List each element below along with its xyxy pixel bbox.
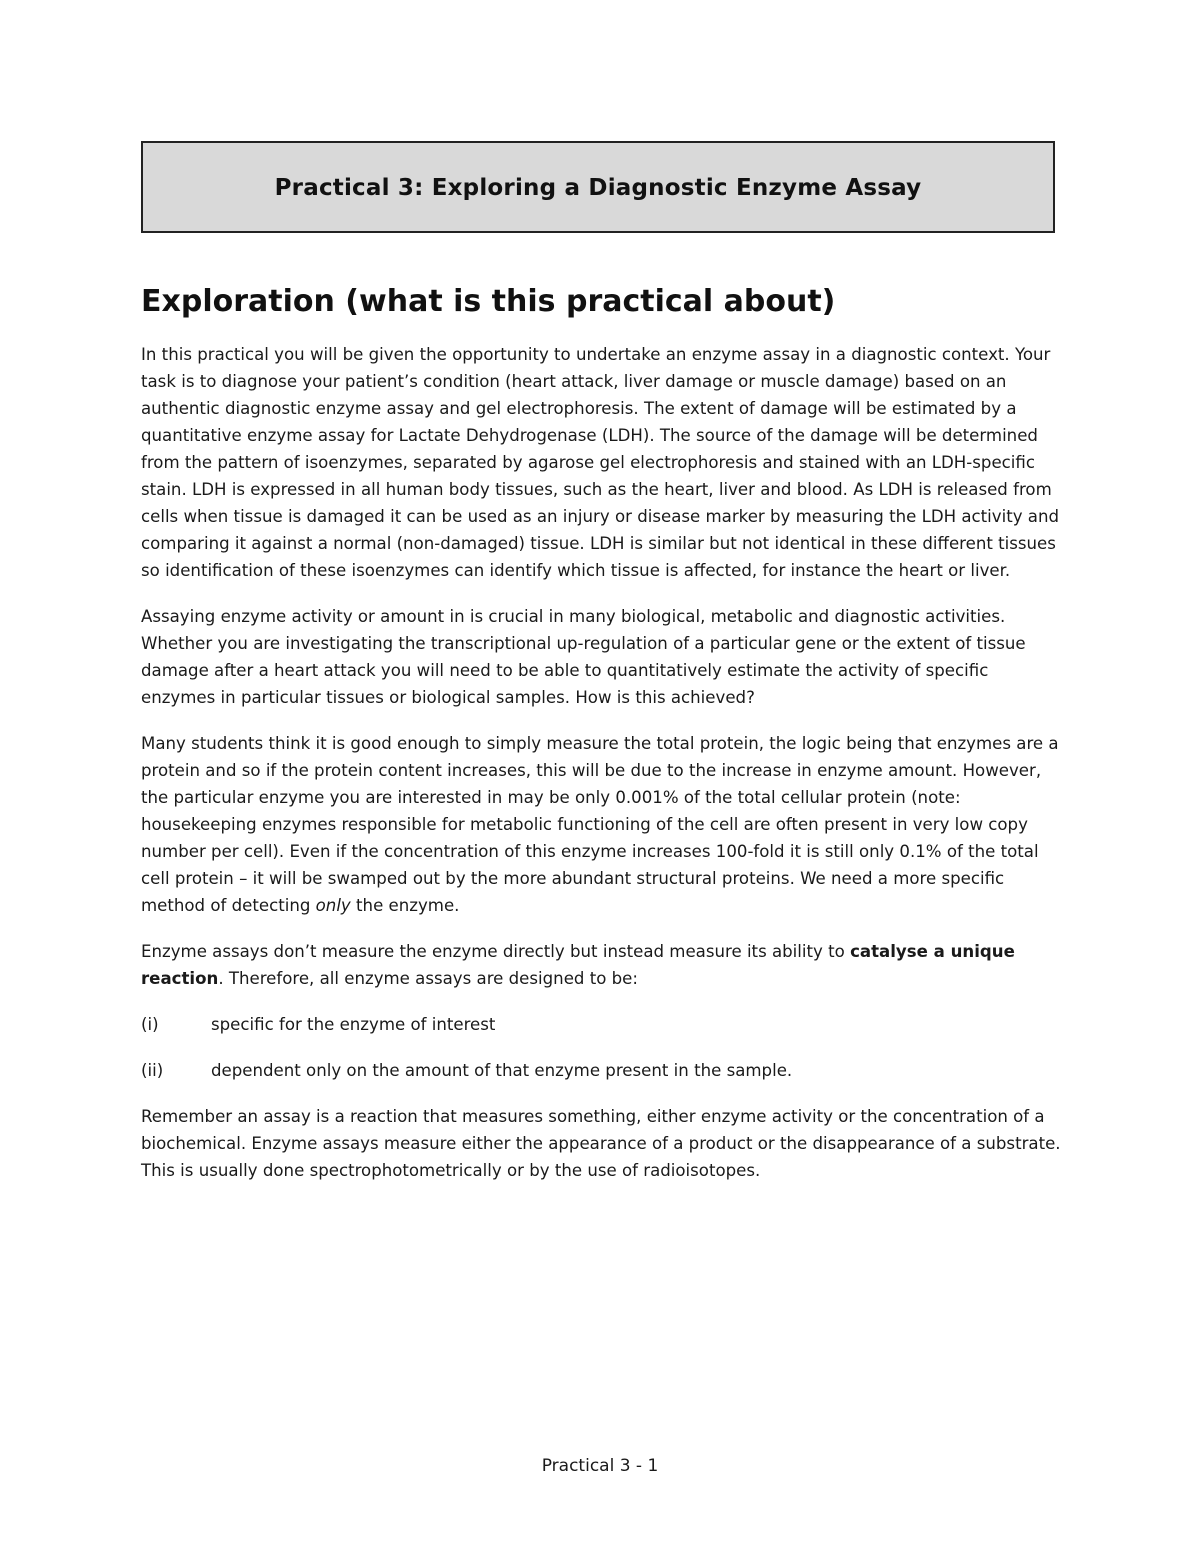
paragraph-text: Many students think it is good enough to simply measure the total protein, the logic being that enzymes are a protein and so if the protein content increases, this will be due to the increase in enzyme amount. However, the particular enzyme you are interested in may be only 0.001% of the total cellular protein (note: housekeeping enzymes responsible for metabolic functioning of the cell are often present in very low copy number per cell). Even if the concentration of this enzyme increases 100-fold it is still only 0.1% of the total cell protein – it will be swamped out by the more abundant structural proteins. We need a more specific method of detecting xyxy=(141,734,1059,915)
page-footer: Practical 3 - 1 xyxy=(541,1456,659,1476)
paragraph-enzyme-assays xyxy=(141,938,1061,992)
bold-keyword: catalyse a unique reaction xyxy=(141,942,1015,988)
paragraph-assaying: Assaying enzyme activity or amount in is crucial in many biological, metabolic and diagnostic activities. Whether you are investigating the transcriptional up-regulation of a particular gene or the extent of tissue damage after a heart attack you will need to be able to quantitatively estimate the activity of specific enzymes in particular tissues or biological samples. How is this achieved? xyxy=(141,607,1026,707)
paragraph-intro: In this practical you will be given the opportunity to undertake an enzyme assay in a diagnostic context. Your task is to diagnose your patient’s condition (heart attack, liver damage or muscle damage) based on an authentic diagnostic enzyme assay and gel electrophoresis. The extent of damage will be estimated by a quantitative enzyme assay for Lactate Dehydrogenase (LDH). The source of the damage will be determined from the pattern of isoenzymes, separated by agarose gel electrophoresis and stained with an LDH-specific stain. LDH is expressed in all human body tissues, such as the heart, liver and blood. As LDH is released from cells when tissue is damaged it can be used as an injury or disease marker by measuring the LDH activity and comparing it against a normal (non-damaged) tissue. LDH is similar but not identical in these different tissues so identification of these isoenzymes can identify which tissue is affected, for instance the heart or liver. xyxy=(141,345,1060,580)
paragraph-text: Enzyme assays don’t measure the enzyme directly but instead measure its ability to xyxy=(141,942,851,961)
title-box xyxy=(141,141,1055,233)
section-heading: Exploration (what is this practical about) xyxy=(141,284,836,319)
paragraph-remember: Remember an assay is a reaction that measures something, either enzyme activity or the concentration of a biochemical. Enzyme assays measure either the appearance of a product or the disappearance of a substrate. This is usually done spectrophotometrically or by the use of radioisotopes. xyxy=(141,1107,1061,1180)
paragraph-text: the enzyme. xyxy=(350,896,460,915)
list-item xyxy=(141,1011,1061,1038)
list-item-text: dependent only on the amount of that enzyme present in the sample. xyxy=(211,1061,793,1080)
emphasis-text: only xyxy=(315,896,351,915)
list-marker: (ii) xyxy=(141,1061,164,1080)
list-item xyxy=(141,1057,1061,1084)
main-content xyxy=(141,282,1061,1203)
paragraph-total-protein xyxy=(141,730,1061,919)
paragraph-text: . Therefore, all enzyme assays are designed to be: xyxy=(218,969,638,988)
list-item-text: specific for the enzyme of interest xyxy=(211,1015,496,1034)
page-title: Practical 3: Exploring a Diagnostic Enzyme Assay xyxy=(274,175,922,201)
list-marker: (i) xyxy=(141,1015,159,1034)
